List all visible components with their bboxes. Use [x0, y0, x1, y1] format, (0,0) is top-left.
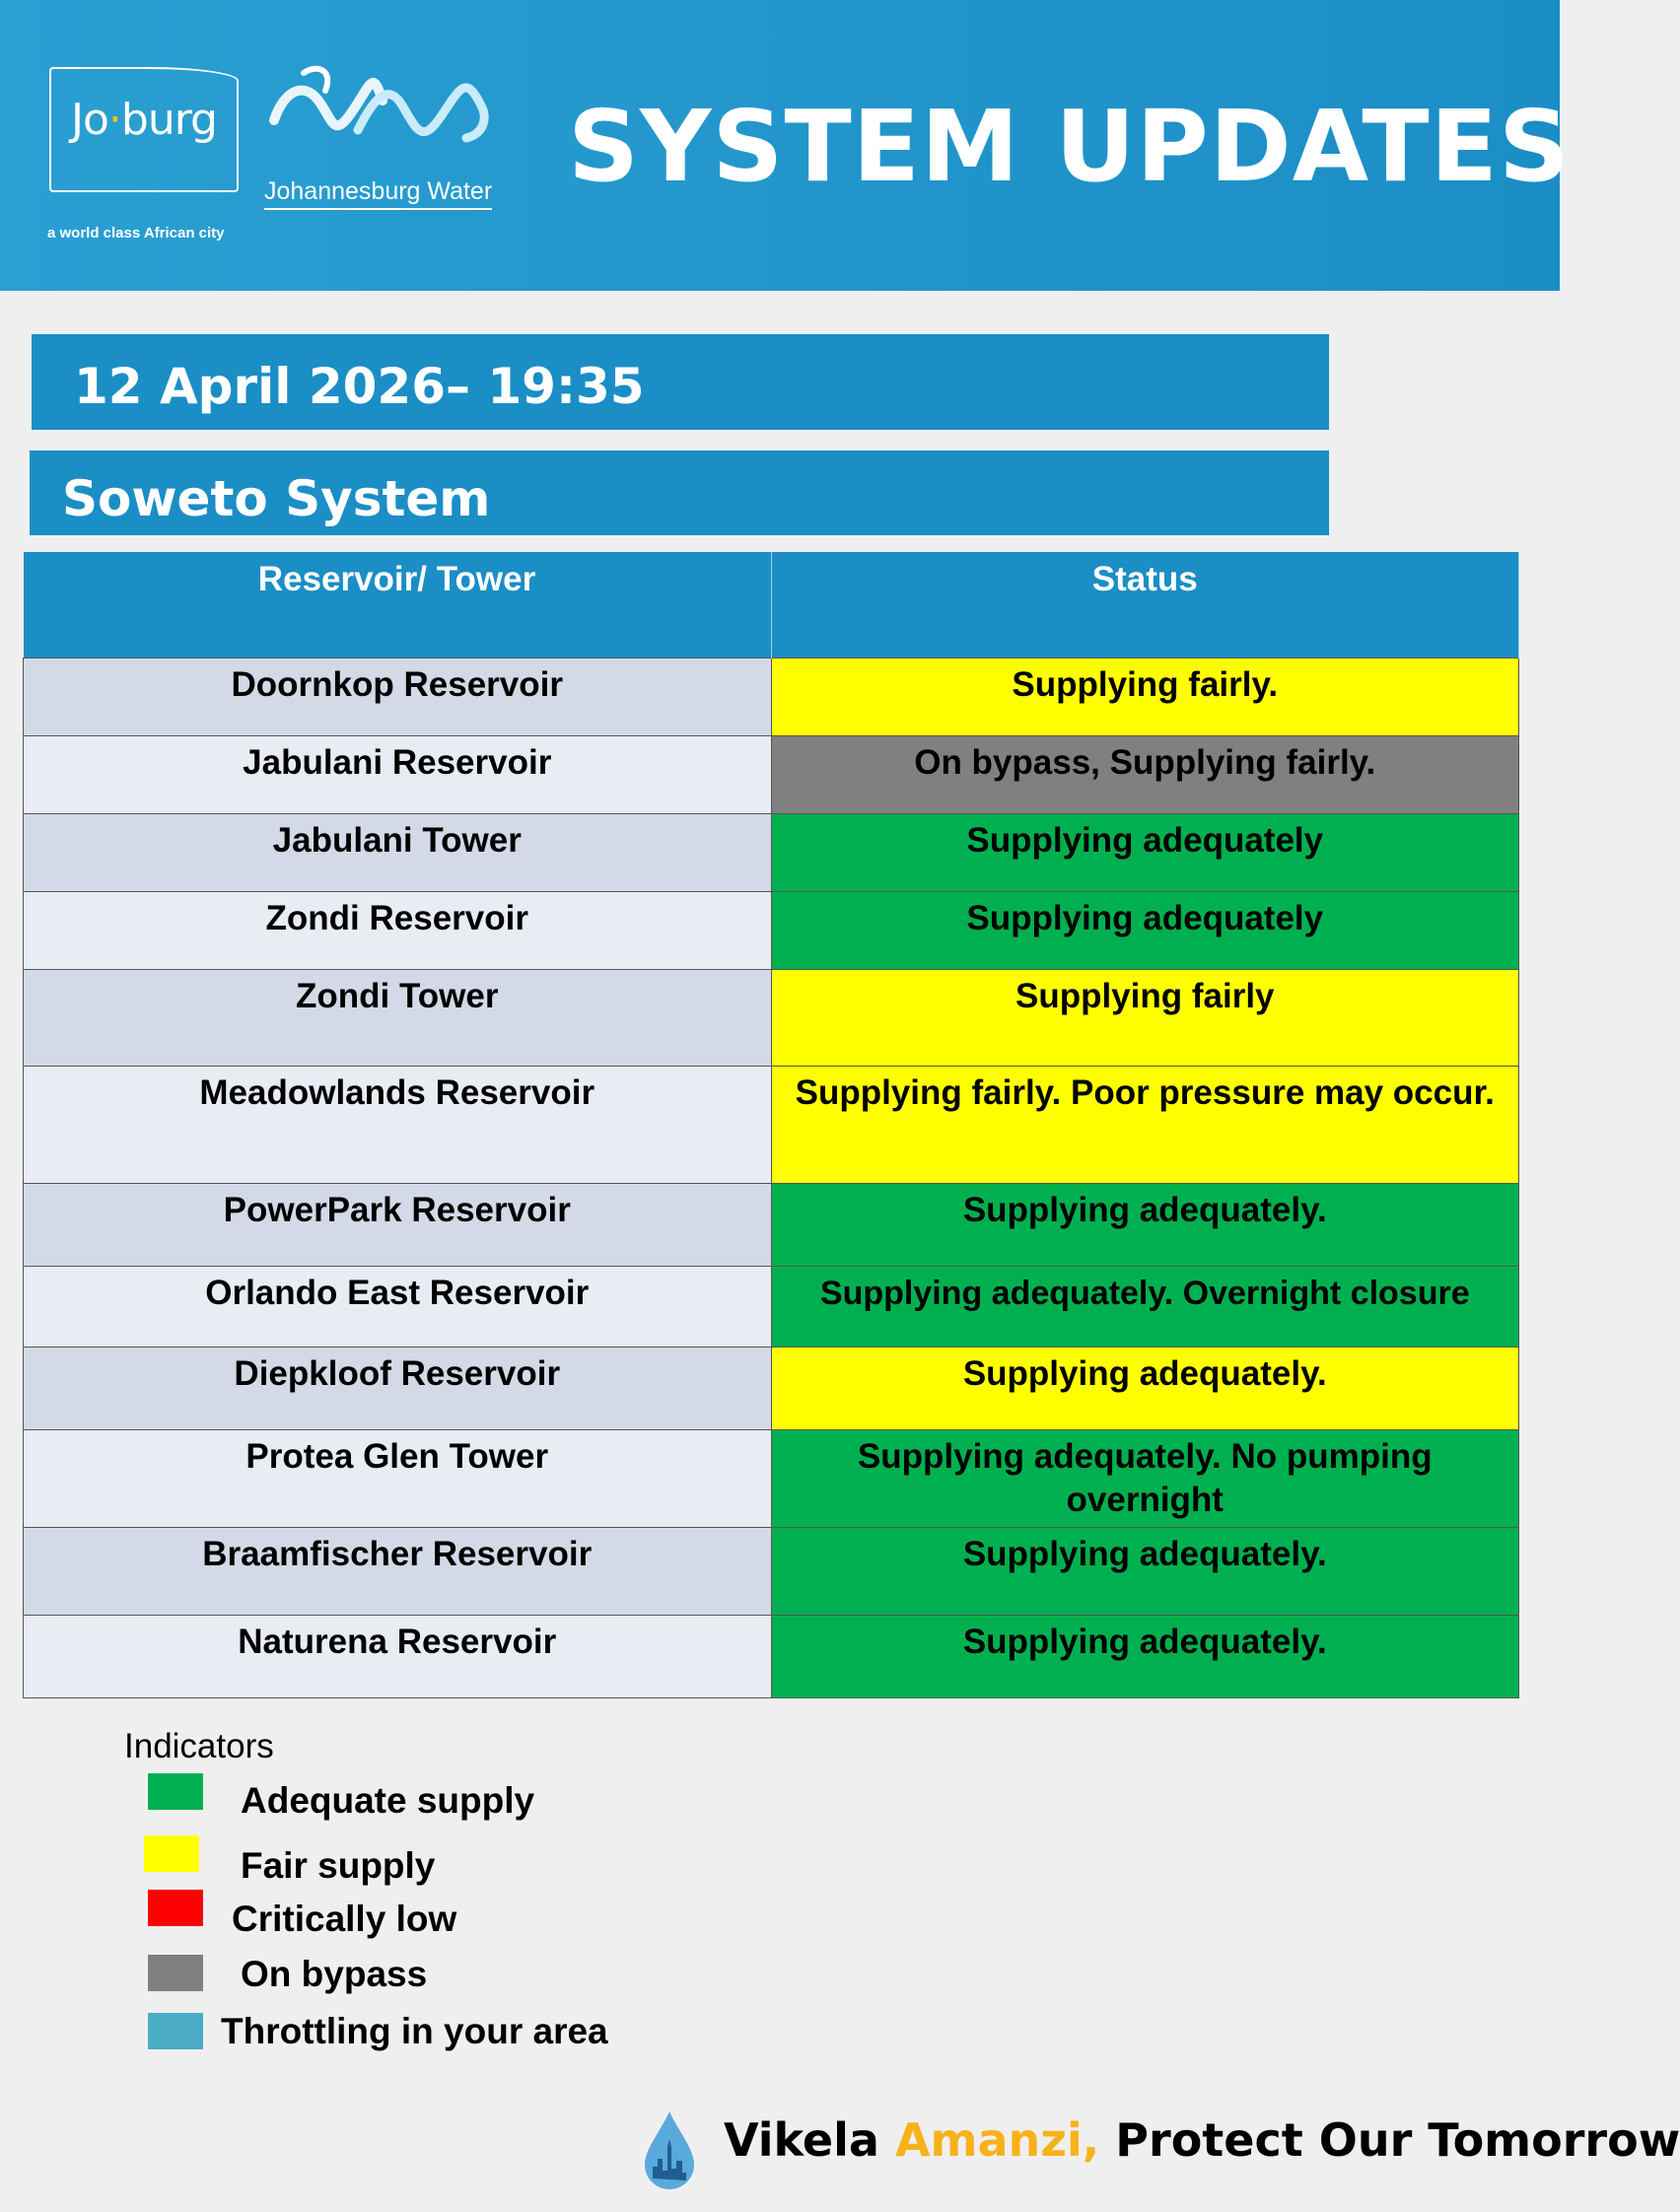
header-banner [0, 0, 1571, 291]
reservoir-name: Zondi Reservoir [24, 892, 772, 970]
status-table [23, 552, 1519, 1698]
indicator-label-throttling: Throttling in your area [221, 2011, 608, 2051]
reservoir-name: Braamfischer Reservoir [24, 1528, 772, 1616]
table-row [24, 658, 1519, 736]
joburg-logo-word: Jo·burg [71, 95, 217, 145]
status-cell: Supplying adequately. [771, 1184, 1519, 1267]
reservoir-name: Doornkop Reservoir [24, 658, 772, 736]
column-header-status: Status [771, 552, 1519, 658]
reservoir-name: Meadowlands Reservoir [24, 1067, 772, 1184]
footer-slogan: Vikela Amanzi, Protect Our Tomorrow [724, 2113, 1680, 2167]
table-row [24, 1267, 1519, 1348]
joburg-tagline: a world class African city [47, 225, 225, 242]
indicator-label-bypass: On bypass [241, 1954, 428, 1994]
reservoir-name: Zondi Tower [24, 970, 772, 1067]
indicator-swatch-fair [144, 1835, 199, 1872]
status-cell: Supplying adequately. Overnight closure [771, 1267, 1519, 1348]
reservoir-name: Jabulani Tower [24, 814, 772, 892]
reservoir-name: Protea Glen Tower [24, 1430, 772, 1528]
date-time-bar: 12 April 2026– 19:35 [32, 334, 1329, 430]
reservoir-name: Orlando East Reservoir [24, 1267, 772, 1348]
table-row [24, 1616, 1519, 1698]
johannesburg-water-text: Johannesburg Water [264, 177, 492, 210]
reservoir-name: Jabulani Reservoir [24, 736, 772, 814]
water-drop-skyline-icon [641, 2109, 698, 2190]
table-row [24, 814, 1519, 892]
status-cell: Supplying fairly. Poor pressure may occur. [771, 1067, 1519, 1184]
table-row [24, 1348, 1519, 1430]
indicator-label-adequate: Adequate supply [241, 1780, 535, 1821]
page-title: SYSTEM UPDATES [568, 89, 1571, 204]
johannesburg-water-wave-icon [264, 61, 511, 150]
status-cell: Supplying adequately [771, 814, 1519, 892]
reservoir-name: PowerPark Reservoir [24, 1184, 772, 1267]
column-header-reservoir: Reservoir/ Tower [24, 552, 772, 658]
table-row [24, 1528, 1519, 1616]
status-cell: Supplying adequately. [771, 1348, 1519, 1430]
status-cell: On bypass, Supplying fairly. [771, 736, 1519, 814]
status-cell: Supplying fairly [771, 970, 1519, 1067]
indicator-swatch-bypass [148, 1955, 203, 1991]
table-row [24, 1430, 1519, 1528]
indicator-swatch-throttling [148, 2013, 203, 2049]
status-cell: Supplying adequately [771, 892, 1519, 970]
joburg-logo [49, 67, 239, 192]
reservoir-name: Naturena Reservoir [24, 1616, 772, 1698]
status-cell: Supplying adequately. [771, 1616, 1519, 1698]
indicators-title: Indicators [124, 1727, 274, 1765]
table-header-row [24, 552, 1519, 658]
system-name-bar: Soweto System [30, 450, 1329, 535]
table-row [24, 892, 1519, 970]
status-cell: Supplying adequately. [771, 1528, 1519, 1616]
indicator-swatch-critical [148, 1890, 203, 1926]
table-row [24, 1184, 1519, 1267]
reservoir-name: Diepkloof Reservoir [24, 1348, 772, 1430]
indicator-label-fair: Fair supply [241, 1845, 436, 1886]
indicator-swatch-adequate [148, 1773, 203, 1810]
table-row [24, 970, 1519, 1067]
status-cell: Supplying adequately. No pumping overnight [771, 1430, 1519, 1528]
table-row [24, 736, 1519, 814]
indicator-label-critical: Critically low [232, 1899, 457, 1939]
table-row [24, 1067, 1519, 1184]
status-cell: Supplying fairly. [771, 658, 1519, 736]
